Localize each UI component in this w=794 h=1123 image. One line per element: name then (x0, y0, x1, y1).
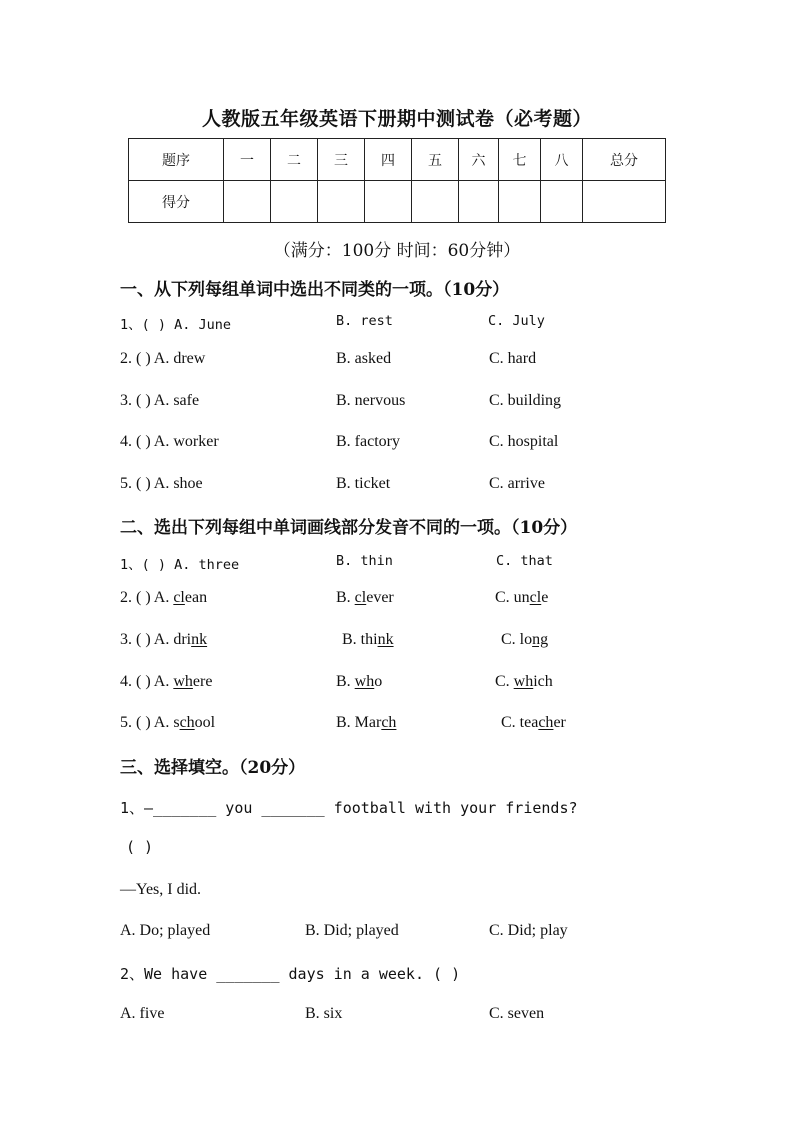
option-c: C. arrive (489, 475, 545, 492)
score-table (128, 138, 666, 223)
exam-info: （满分：100分 时间：60分钟） (273, 241, 521, 261)
score-cell[interactable] (541, 181, 583, 223)
question-option-a: 2. ( ) A. clean (120, 589, 208, 606)
option-b: B. Did; played (305, 922, 399, 939)
score-cell[interactable] (271, 181, 318, 223)
score-cell[interactable] (318, 181, 365, 223)
question-option-a: 4. ( ) A. where (120, 673, 213, 690)
table-cell: 总分 (583, 139, 666, 181)
score-cell[interactable] (224, 181, 271, 223)
question-option-a: 5. ( ) A. school (120, 714, 216, 731)
option-b: B. thin (336, 553, 393, 569)
option-b: B. rest (336, 313, 393, 329)
option-c: C. Did; play (489, 922, 568, 939)
option-a: A. five (120, 1005, 165, 1022)
option-b: B. asked (336, 350, 392, 367)
option-c: C. that (496, 553, 553, 569)
question-1-reply: —Yes, I did. (120, 881, 202, 898)
option-c: C. which (495, 673, 553, 690)
option-b: B. March (336, 714, 397, 731)
option-c: C. seven (489, 1005, 545, 1022)
question-number: 5. ( ) A. shoe (120, 475, 203, 492)
option-b: B. six (305, 1005, 343, 1022)
table-cell: 八 (541, 139, 583, 181)
option-c: C. long (501, 631, 549, 648)
question-number: 1、( ) A. June (120, 317, 232, 333)
option-b: B. think (342, 631, 394, 648)
option-c: C. July (488, 313, 545, 329)
table-cell: 七 (499, 139, 541, 181)
table-cell: 五 (412, 139, 459, 181)
table-cell: 题序 (129, 139, 224, 181)
table-cell: 四 (365, 139, 412, 181)
section-2-heading: 二、选出下列每组中单词画线部分发音不同的一项。（10分） (120, 518, 578, 538)
option-b: B. factory (336, 433, 400, 450)
option-b: B. clever (336, 589, 394, 606)
question-number: 1、( ) A. three (120, 557, 240, 573)
question-number: 4. ( ) A. worker (120, 433, 219, 450)
score-table-header-row (129, 139, 666, 181)
option-c: C. hard (489, 350, 537, 367)
score-cell[interactable] (412, 181, 459, 223)
table-cell: 六 (459, 139, 499, 181)
option-b: B. who (336, 673, 383, 690)
option-b: B. nervous (336, 392, 406, 409)
option-a: A. Do; played (120, 922, 211, 939)
table-cell: 三 (318, 139, 365, 181)
section-3-heading: 三、选择填空。（20分） (120, 758, 306, 778)
table-cell: 二 (271, 139, 318, 181)
score-table-score-row (129, 181, 666, 223)
question-2-text: 2、We have _______ days in a week. ( ) (120, 965, 461, 983)
option-c: C. building (489, 392, 562, 409)
option-c: C. uncle (495, 589, 549, 606)
score-cell[interactable] (365, 181, 412, 223)
page-title: 人教版五年级英语下册期中测试卷（必考题） (201, 108, 592, 130)
section-1-heading: 一、从下列每组单词中选出不同类的一项。（10分） (120, 280, 510, 300)
score-cell[interactable] (583, 181, 666, 223)
question-option-a: 3. ( ) A. drink (120, 631, 208, 648)
table-cell: 一 (224, 139, 271, 181)
score-cell[interactable] (499, 181, 541, 223)
question-1-text: 1、—_______ you _______ football with your friends? (120, 799, 578, 817)
score-cell[interactable] (459, 181, 499, 223)
option-c: C. teacher (501, 714, 566, 731)
option-b: B. ticket (336, 475, 391, 492)
question-number: 2. ( ) A. drew (120, 350, 206, 367)
option-c: C. hospital (489, 433, 559, 450)
table-cell: 得分 (129, 181, 224, 223)
answer-paren: ( ) (126, 838, 154, 856)
question-number: 3. ( ) A. safe (120, 392, 200, 409)
